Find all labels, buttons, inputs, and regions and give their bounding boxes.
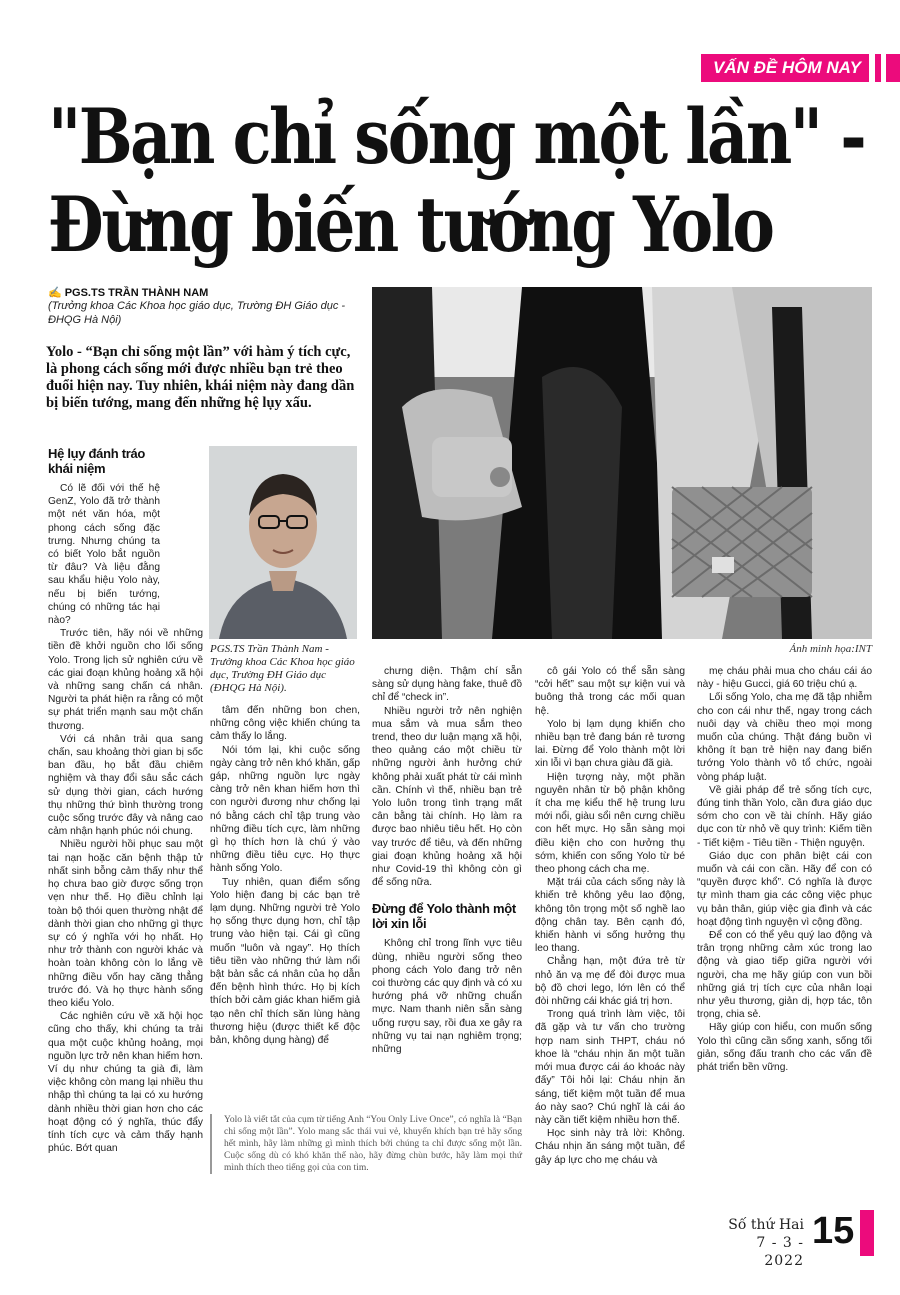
paragraph: Mặt trái của cách sống này là khiến trẻ không yêu lao động, không tôn trọng một số nghề lao động chân tay. Bên cạnh đó, khiến hành vi sống hưởng thụ leo thang. xyxy=(535,877,685,955)
paragraph: Nói tóm lại, khi cuộc sống ngày càng trở nên khó khăn, gấp gáp, những nguồn lực ngày càng trở nên khan hiếm hơn thì con người đương như chống lại nó bằng cách chỉ tập trung vào những điều tích cực, làm những gì họ thích hơn là chú ý vào những điều tiêu cực. Họ thực hành sống Yolo. xyxy=(210,744,360,875)
paragraph: Để con có thể yêu quý lao động và trân trọng những cảm xúc trong lao động và giao tiếp giữa người với người, cha mẹ hãy giúp con vun bồi những giá trị tích cực của nhân loại như yêu thương, giản dị, hợp tác, tôn trọng, chia sẻ. xyxy=(697,930,872,1021)
portrait-caption: PGS.TS Trần Thành Nam - Trưởng khoa Các Khoa học giáo dục, Trường ĐH Giáo dục (ĐHQG Hà Nội). xyxy=(210,643,355,694)
issue-info xyxy=(716,1216,804,1270)
handbags-photo-illustration xyxy=(372,287,872,639)
section-bar xyxy=(875,54,881,82)
column-1 xyxy=(48,446,203,1155)
page-number: 15 xyxy=(812,1210,855,1252)
issue-date: 7 - 3 - 2022 xyxy=(756,1235,804,1269)
column-5 xyxy=(697,665,872,1074)
byline xyxy=(48,286,368,327)
headline-line-2: Đừng biến tướng Yolo xyxy=(48,180,773,269)
sidebar-note: Yolo là viết tắt của cụm từ tiếng Anh “You Only Live Once”, có nghĩa là “Bạn chỉ sống một lần”. Yolo mang sắc thái vui vẻ, khuyến khích bạn trẻ hãy sống hết mình, hãy làm những gì mình thích bởi chúng ta chỉ được sống một lần. Cuộc sống dù có khó khăn thế nào, hãy đừng chùn bước, hãy làm mọi thứ mình thích theo tiếng gọi của con tim. xyxy=(210,1114,522,1174)
paragraph: Với cá nhân trải qua sang chấn, sau khoảng thời gian bị sốc ban đầu, họ bắt đầu chiêm nghiệm và thay đổi sâu sắc cách sử dụng thời gian, cách hướng thụ những thứ bình thường trong cuộc sống trước đây và nâng cao cảm nhận hạnh phúc nói chung. xyxy=(48,733,203,838)
author-name: PGS.TS TRẦN THÀNH NAM xyxy=(64,287,209,299)
section-tag xyxy=(701,54,900,82)
paragraph: Nhiều người hồi phục sau một tai nạn hoặc căn bệnh thập tử nhất sinh bỗng cảm thấy như thể họ chưa bao giờ được sống trọn vẹn như thế. Họ điều chỉnh lại toàn bộ thói quen thường nhật để dành thời gian cho những gì thực sự có ý nghĩa với họ nhất. Họ như trở thành con người khác và hoàn toàn không còn lo lắng về những điều vốn hay căng thẳng trước đó. Và họ thực hành sống theo kiểu Yolo. xyxy=(48,839,203,1009)
paragraph: Giáo dục con phân biệt cái con muốn và cái con cần. Hãy để con có “quyền được khổ”. Có nghĩa là được tự mình tham gia các công việc phục vụ bản thân, giúp việc gia đình và các hoạt động tình nguyện vì cộng đồng. xyxy=(697,850,872,928)
paragraph: Về giải pháp để trẻ sống tích cực, đúng tinh thần Yolo, cần đưa giáo dục sớm cho con về tài chính. Hãy giáo dục con từ nhỏ về quy trình: Kiếm tiền - Tiết kiệm - Tiêu tiền - Thiện nguyện. xyxy=(697,784,872,849)
column-3 xyxy=(372,665,522,1056)
column-2 xyxy=(210,704,360,1047)
paragraph: Có lẽ đối với thế hệ GenZ, Yolo đã trở thành một nét văn hóa, một phong cách sống đặc trưng. Nhưng chúng ta có biết Yolo bắt nguồn từ đâu? Và liệu đằng sau khẩu hiệu Yolo này, nếu bị biến tướng, chúng có những tác hại nào? xyxy=(48,483,160,627)
column-4 xyxy=(535,665,685,1167)
paragraph: tâm đến những bon chen, những công việc khiến chúng ta cảm thấy lo lắng. xyxy=(210,705,360,743)
section-bar-wide xyxy=(886,54,900,82)
subheading-1: Hệ lụy đánh tráo khái niệm xyxy=(48,446,146,476)
paragraph: Nhiều người trở nên nghiện mua sắm và mua sắm theo trend, theo dư luận mạng xã hội, theo quảng cáo một chiều từ những người ảnh hưởng chứ không phải xuất phát từ cái mình cần. Chính vì thế, nhiều bạn trẻ Yolo luôn trong tình trạng mất cân bằng tài chính. Họ làm ra được bao nhiêu tiêu hết. Họ còn vay trước để tiêu, và đến những giai đoạn khủng hoảng xã hội như Covid-19 thì không còn gì để sống nữa. xyxy=(372,705,522,889)
paragraph: Trong quá trình làm việc, tôi đã gặp và tư vấn cho trường hợp nam sinh THPT, cháu nó khoe là “cháu nhịn ăn một tuần mới mua được cái áo khoác này đấy” Tôi hỏi lại: Cháu nhịn ăn sáng, tiết kiệm một tuần để mua áo này sao? Chú nghĩ là cái áo này cần tiết kiệm nhiều hơn thế. xyxy=(535,1009,685,1126)
headline xyxy=(48,92,865,269)
portrait-illustration xyxy=(209,446,357,639)
pen-icon: ✍ xyxy=(48,287,62,299)
paragraph: Lối sống Yolo, cha mẹ đã tập nhiễm cho con cái như thế, ngay trong cách nuôi dạy và chiều theo mọi mong muốn của chúng. Thật đáng buồn vì không ít bạn trẻ hiện nay đang biến tướng Yolo thành vô tổ chức, ngoài vòng pháp luật. xyxy=(697,692,872,783)
paragraph: cô gái Yolo có thể sẵn sàng “cởi hết” sau một sự kiện vui và buông thả trong các mối quan hệ. xyxy=(535,666,685,717)
paragraph: Chẳng hạn, một đứa trẻ từ nhỏ ăn vạ mẹ để đòi được mua bộ đồ chơi lego, lớn lên có thể đòi những cái khác giá trị hơn. xyxy=(535,956,685,1008)
main-photo xyxy=(372,287,872,639)
paragraph: chưng diện. Thậm chí sẵn sàng sử dụng hàng fake, thuê đồ chỉ để “check in”. xyxy=(372,666,522,704)
paragraph: Hiện tượng này, một phần nguyên nhân từ bộ phận không ít cha mẹ kiểu thế hệ trung lưu mới nổi, giàu sổi nên cưng chiều con hết mực. Họ sẵn sàng mọi điều kiện cho con hưởng thụ sớm, khiến con sống Yolo từ bé theo phong cách cha mẹ. xyxy=(535,771,685,876)
headline-line-1: "Bạn chỉ sống một lần" - xyxy=(48,92,865,181)
paragraph: Các nghiên cứu về xã hội học cũng cho thấy, khi chúng ta trải qua một cuộc khủng hoảng, mọi nguồn lực trở nên khan hiếm hơn. Ví dụ như chúng ta già đi, làm việc không còn mang lại nhiều thu nhập thì chúng ta lại có xu hướng dành nhiều thời gian hơn cho các hoạt động có ý nghĩa, thúc đẩy tính tích cực và cảm thấy hạnh phúc. Bớt quan xyxy=(48,1011,203,1155)
author-portrait xyxy=(209,446,357,639)
page-accent-bar xyxy=(860,1210,874,1256)
issue-label: Số thứ Hai xyxy=(728,1217,804,1233)
lead-paragraph: Yolo - “Bạn chỉ sống một lần” với hàm ý tích cực, là phong cách sống mới được nhiều bạn trẻ theo đuổi hiện nay. Tuy nhiên, khái niệm này đang dần bị biến tướng, mang đến những hệ lụy xấu. xyxy=(46,344,355,411)
paragraph: Trước tiên, hãy nói về những tiền đề khởi nguồn cho lối sống Yolo. Trong lịch sử nghiên cứu về các giai đoạn khủng hoảng xã hội và những sang chấn cá nhân. Người ta phát hiện ra rằng có một sự phát triển mạnh sau một chấn thương. xyxy=(48,628,203,732)
paragraph: Hãy giúp con hiểu, con muốn sống Yolo thì cũng cần sống xanh, sống tối giản, sống đấu tranh cho các vấn đề phát triển bền vững. xyxy=(697,1022,872,1074)
photo-caption: Ảnh minh họa:INT xyxy=(789,643,872,655)
paragraph: Không chỉ trong lĩnh vực tiêu dùng, nhiều người sống theo phong cách Yolo đang trở nên coi thường các quy định và có xu hướng phá vỡ những chuẩn mực. Nam thanh niên sẵn sàng uống rượu say, rồi đua xe gây ra những vụ tai nạn nghiêm trọng; những xyxy=(372,938,522,1056)
subheading-2: Đừng để Yolo thành một lời xin lỗi xyxy=(372,901,516,932)
paragraph: Tuy nhiên, quan điểm sống Yolo hiện đang bị các bạn trẻ lạm dụng. Những người trẻ Yolo họ sống thực dụng hơn, chỉ tập trung vào hiện tại. Cái gì cũng muốn “luôn và ngay”. Họ thích tiêu tiền vào những thứ làm nổi bật bản sắc cá nhân của họ dẫn đến bệnh hình thức. Họ bị kích thích bởi cảm giác khan hiếm giả tạo nên chỉ thích săn lùng hàng thương hiệu (được thiết kế độc bản, không dụng hàng) để xyxy=(210,876,360,1047)
paragraph: mẹ cháu phải mua cho cháu cái áo này - hiệu Gucci, giá 60 triệu chú ạ. xyxy=(697,666,872,691)
paragraph: Học sinh này trả lời: Không. Cháu nhịn ăn sáng một tuần, để gây áp lực cho mẹ cháu và xyxy=(535,1128,685,1166)
paragraph: Yolo bị lạm dụng khiến cho nhiều bạn trẻ đang bán rẻ tương lai. Đừng để Yolo thành một lời xin lỗi vì bạn chưa giàu đã già. xyxy=(535,718,685,770)
section-label: VẤN ĐỀ HÔM NAY xyxy=(701,54,869,82)
author-affiliation: (Trưởng khoa Các Khoa học giáo dục, Trường ĐH Giáo dục - ĐHQG Hà Nội) xyxy=(48,300,346,326)
